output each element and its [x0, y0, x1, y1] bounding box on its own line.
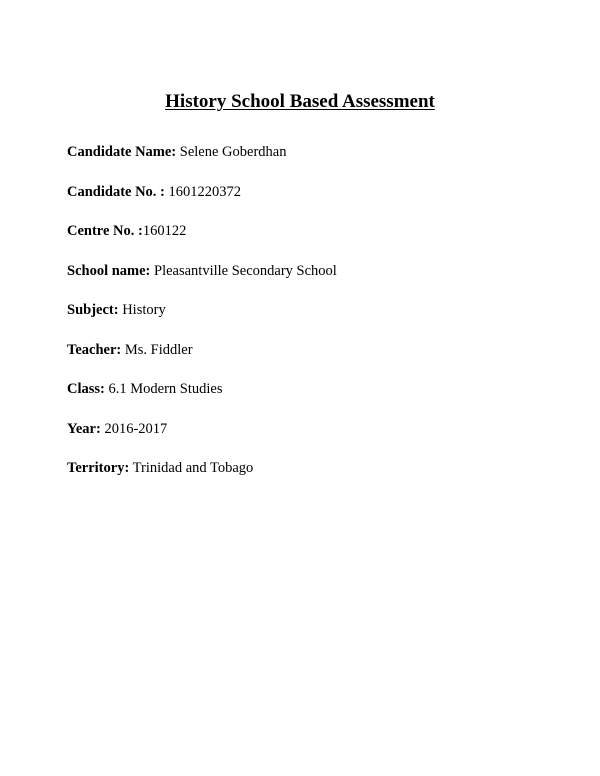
candidate-info [67, 142, 547, 498]
field-centre-number [67, 221, 547, 261]
field-class [67, 379, 547, 419]
field-subject [67, 300, 547, 340]
field-teacher [67, 340, 547, 380]
field-year [67, 419, 547, 459]
field-value: 2016-2017 [100, 420, 168, 437]
field-school-name [67, 261, 547, 301]
field-value: History [118, 302, 166, 318]
field-label: Candidate Name: [67, 144, 177, 160]
field-value: Pleasantville Secondary School [150, 262, 337, 279]
field-value: 6.1 Modern Studies [104, 381, 223, 397]
field-candidate-number [67, 182, 547, 222]
field-label: Year: [67, 420, 101, 437]
field-label: Territory: [67, 460, 130, 476]
field-value: Ms. Fiddler [121, 341, 193, 358]
field-label: Candidate No. : [67, 183, 165, 200]
field-label: School name: [67, 262, 151, 279]
field-territory [67, 458, 547, 498]
field-value: Trinidad and Tobago [129, 460, 254, 476]
field-value: 160122 [142, 223, 187, 239]
field-label: Subject: [67, 302, 119, 318]
document-title: History School Based Assessment [165, 91, 435, 112]
field-value: Selene Goberdhan [176, 144, 287, 160]
field-label: Class: [67, 381, 105, 397]
field-candidate-name [67, 142, 547, 182]
field-label: Teacher: [67, 341, 122, 358]
field-label: Centre No. : [67, 223, 143, 239]
field-value: 1601220372 [164, 183, 242, 200]
